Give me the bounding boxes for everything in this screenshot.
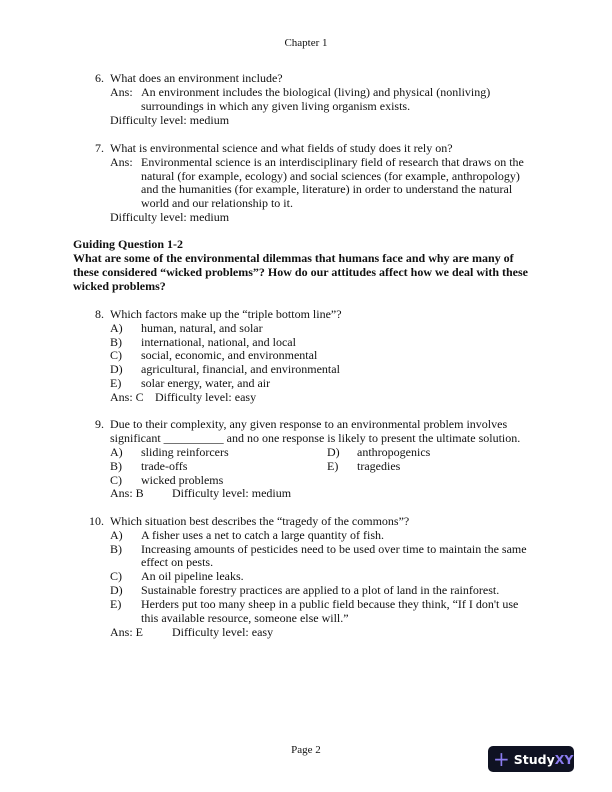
- question-number: 8.: [95, 307, 104, 321]
- answer: Ans: C: [110, 390, 144, 404]
- guiding-text: What are some of the environmental dilemmas that humans face and why are many of: [73, 251, 514, 265]
- answer-text: surroundings in which any given living organism exists.: [141, 99, 411, 113]
- option-letter: E): [110, 376, 122, 390]
- question-number: 9.: [95, 417, 104, 431]
- option-text: tragedies: [357, 459, 401, 473]
- option-text: solar energy, water, and air: [141, 376, 271, 390]
- option-text: anthropogenics: [357, 445, 431, 459]
- option-text: wicked problems: [141, 473, 224, 487]
- option-letter: D): [110, 583, 123, 597]
- answer-label: Ans:: [110, 85, 133, 99]
- question-text: What does an environment include?: [110, 71, 283, 85]
- option-text: effect on pests.: [141, 555, 214, 569]
- option-text: Herders put too many sheep in a public field because they think, “If I don't use: [141, 597, 519, 611]
- logo-text: [514, 752, 574, 767]
- option-text: social, economic, and environmental: [141, 348, 318, 362]
- guiding-text: wicked problems?: [73, 279, 166, 293]
- option-letter: A): [110, 321, 123, 335]
- question-text: Which factors make up the “triple bottom line”?: [110, 307, 342, 321]
- option-text: Increasing amounts of pesticides need to be used over time to maintain the same: [141, 542, 527, 556]
- answer-text: and the humanities (for example, literature) in order to understand the natural: [141, 182, 513, 196]
- question-text: What is environmental science and what fields of study does it rely on?: [110, 141, 453, 155]
- studyxy-logo[interactable]: [488, 746, 574, 772]
- option-letter: A): [110, 528, 123, 542]
- answer-text: natural (for example, ecology) and social sciences (for example, anthropology): [141, 169, 520, 183]
- option-text: human, natural, and solar: [141, 321, 263, 335]
- page-header: Chapter 1: [284, 37, 328, 49]
- option-letter: C): [110, 473, 122, 487]
- question-number: 7.: [95, 141, 104, 155]
- option-text: A fisher uses a net to catch a large quantity of fish.: [141, 528, 385, 542]
- answer-text: An environment includes the biological (living) and physical (nonliving): [141, 85, 491, 99]
- difficulty: Difficulty level: easy: [155, 390, 257, 404]
- option-letter: D): [110, 362, 123, 376]
- plus-icon: +: [493, 747, 510, 771]
- option-letter: D): [327, 445, 340, 459]
- question-text: Due to their complexity, any given response to an environmental problem involves: [110, 417, 508, 431]
- option-text: this available resource, someone else will.”: [141, 611, 349, 625]
- option-letter: C): [110, 569, 122, 583]
- answer: Ans: E: [110, 625, 143, 639]
- difficulty: Difficulty level: medium: [110, 210, 230, 224]
- option-letter: A): [110, 445, 123, 459]
- difficulty: Difficulty level: medium: [110, 113, 230, 127]
- option-letter: B): [110, 542, 122, 556]
- question-number: 6.: [95, 71, 104, 85]
- option-letter: B): [110, 459, 122, 473]
- logo-brand-accent: XY: [554, 751, 574, 767]
- option-letter: B): [110, 335, 122, 349]
- answer-text: world and our relationship to it.: [141, 196, 293, 210]
- page-footer: Page 2: [291, 744, 321, 756]
- guiding-title: Guiding Question 1-2: [73, 237, 184, 251]
- difficulty: Difficulty level: medium: [172, 486, 292, 500]
- option-text: Sustainable forestry practices are applied to a plot of land in the rainforest.: [141, 583, 500, 597]
- option-text: agricultural, financial, and environmental: [141, 362, 340, 376]
- option-text: international, national, and local: [141, 335, 296, 349]
- question-number: 10.: [89, 514, 104, 528]
- answer-label: Ans:: [110, 155, 133, 169]
- option-text: trade-offs: [141, 459, 188, 473]
- logo-brand: Study: [513, 751, 555, 767]
- difficulty: Difficulty level: easy: [172, 625, 274, 639]
- question-text: significant __________ and no one response is likely to present the ultimate solution.: [110, 431, 521, 445]
- question-text: Which situation best describes the “tragedy of the commons”?: [110, 514, 410, 528]
- option-letter: C): [110, 348, 122, 362]
- option-text: sliding reinforcers: [141, 445, 229, 459]
- option-letter: E): [110, 597, 122, 611]
- option-text: An oil pipeline leaks.: [141, 569, 244, 583]
- answer-text: Environmental science is an interdisciplinary field of research that draws on the: [141, 155, 524, 169]
- guiding-text: these considered “wicked problems”? How do our attitudes affect how we deal with these: [73, 265, 528, 279]
- answer: Ans: B: [110, 486, 144, 500]
- option-letter: E): [327, 459, 339, 473]
